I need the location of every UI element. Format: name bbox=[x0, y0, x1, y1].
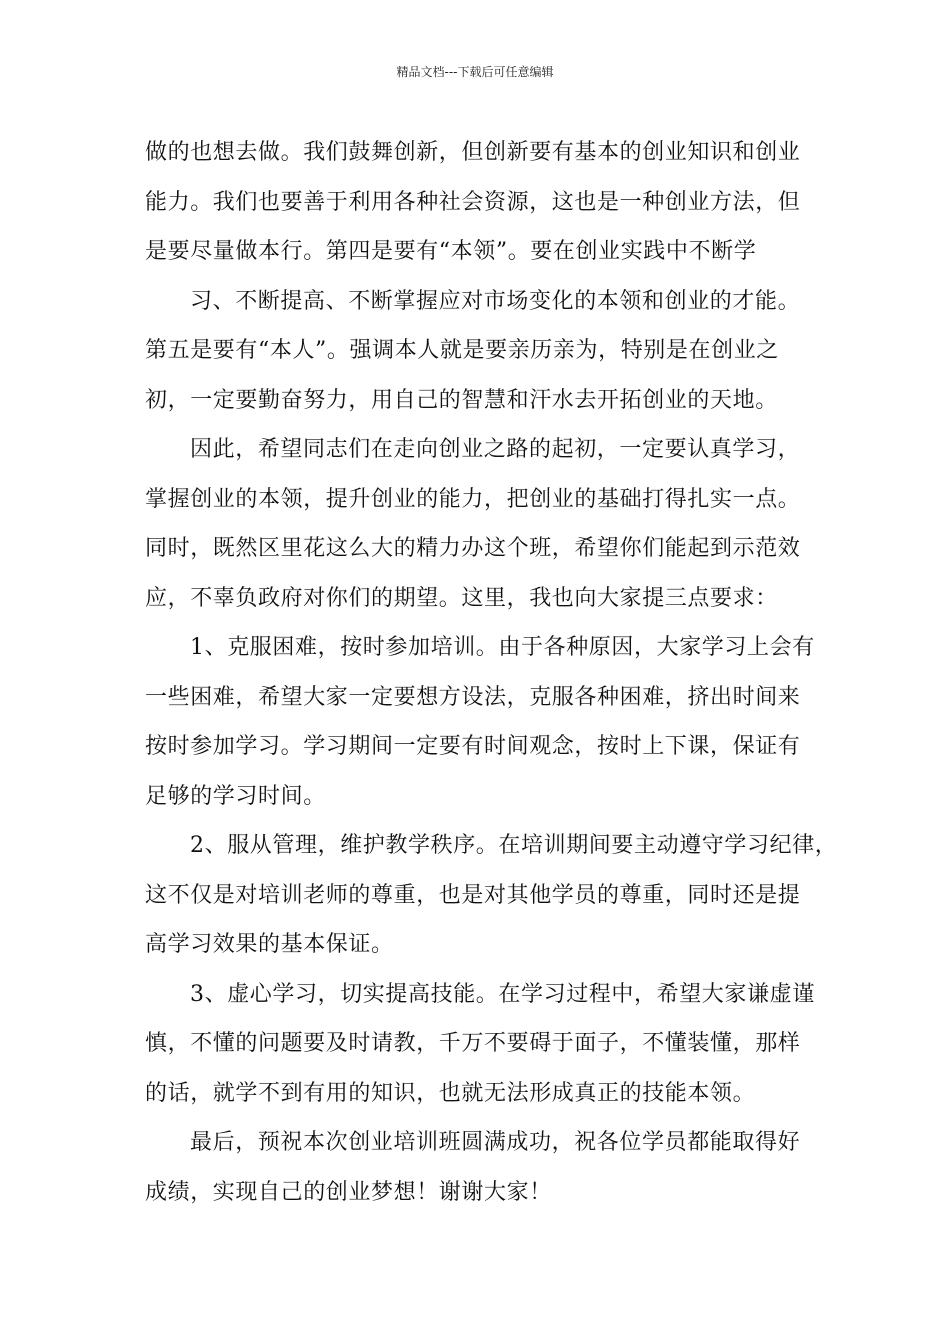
text-line: 做的也想去做。我们鼓舞创新，但创新要有基本的创业知识和创业 bbox=[145, 140, 801, 165]
text-line: 因此，希望同志们在走向创业之路的起初，一定要认真学习， bbox=[190, 437, 801, 462]
text-line: 习、不断提高、不断掌握应对市场变化的本领和创业的才能。 bbox=[190, 288, 801, 314]
text-line: 的话，就学不到有用的知识，也就无法形成真正的技能本领。 bbox=[145, 1080, 756, 1106]
text-line: 按时参加学习。学习期间一定要有时间观念，按时上下课，保证有 bbox=[145, 734, 801, 759]
text-line: 1、克服困难，按时参加培训。由于各种原因，大家学习上会有 bbox=[190, 635, 815, 660]
text-line: 成绩，实现自己的创业梦想！谢谢大家！ bbox=[145, 1179, 552, 1205]
text-line: 是要尽量做本行。第四是要有“本领”。要在创业实践中不断学 bbox=[145, 239, 757, 264]
text-line: 第五是要有“本人”。强调本人就是要亲历亲为，特别是在创业之 bbox=[145, 338, 779, 363]
document-body bbox=[145, 128, 838, 1217]
text-line: 高学习效果的基本保证。 bbox=[145, 932, 394, 957]
text-line: 能力。我们也要善于利用各种社会资源，这也是一种创业方法，但 bbox=[145, 189, 801, 215]
text-line: 同时，既然区里花这么大的精力办这个班，希望你们能起到示范效 bbox=[145, 536, 801, 561]
text-line: 慎，不懂的问题要及时请教，千万不要碍于面子，不懂装懂，那样 bbox=[145, 1031, 801, 1056]
text-line: 一些困难，希望大家一定要想方设法，克服各种困难，挤出时间来 bbox=[145, 684, 801, 710]
text-line: 掌握创业的本领，提升创业的能力，把创业的基础打得扎实一点。 bbox=[145, 486, 801, 512]
text-line: 足够的学习时间。 bbox=[145, 783, 326, 809]
text-line: 2、服从管理，维护教学秩序。在培训期间要主动遵守学习纪律， bbox=[190, 833, 838, 858]
text-line: 应，不辜负政府对你们的期望。这里，我也向大家提三点要求： bbox=[145, 585, 778, 611]
text-line: 初，一定要勤奋努力，用自己的智慧和汗水去开拓创业的天地。 bbox=[145, 387, 778, 413]
text-line: 3、虚心学习，切实提高技能。在学习过程中，希望大家谦虚谨 bbox=[190, 981, 815, 1007]
page-header: 精品文档---下载后可任意编辑 bbox=[396, 65, 554, 79]
text-line: 这不仅是对培训老师的尊重，也是对其他学员的尊重，同时还是提 bbox=[145, 882, 801, 908]
text-line: 最后，预祝本次创业培训班圆满成功，祝各位学员都能取得好 bbox=[190, 1130, 801, 1155]
